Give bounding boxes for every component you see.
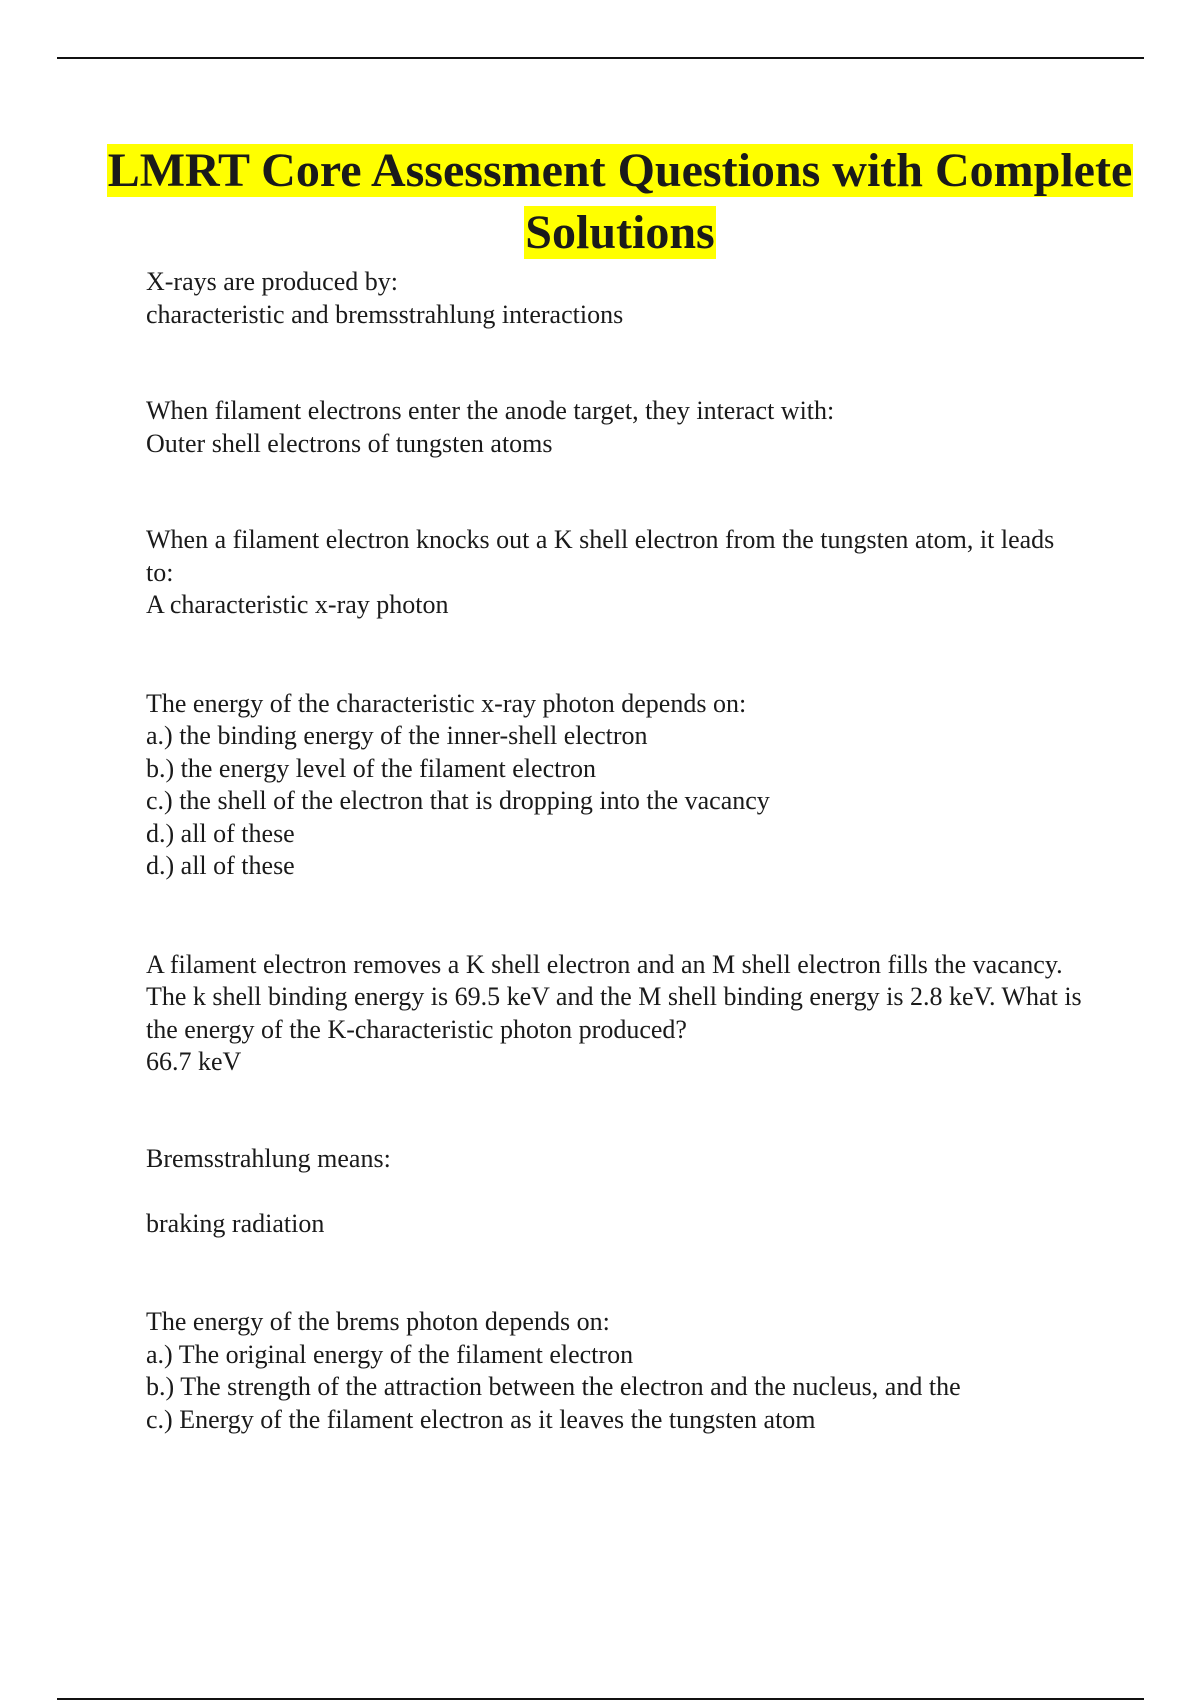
answer-text: A characteristic x-ray photon <box>146 590 449 619</box>
question-text: A filament electron removes a K shell electron and an M shell electron fills the vacancy. The k shell binding energy is 69.5 keV and the M shell binding energy is 2.8 keV. What is the energy of the K-characteristic photon produced? <box>146 949 1082 1044</box>
option-a: a.) the binding energy of the inner-shell electron <box>146 721 648 750</box>
blank-line <box>146 1175 1086 1208</box>
title-highlight: LMRT Core Assessment Questions with Complete Solutions <box>107 144 1133 259</box>
question-text: The energy of the characteristic x-ray photon depends on: <box>146 688 747 718</box>
qa-item-2 <box>146 395 1086 460</box>
qa-item-7 <box>146 1306 1086 1436</box>
question-text: Bremsstrahlung means: <box>146 1143 391 1173</box>
answer-text: braking radiation <box>146 1208 325 1238</box>
answer-text: 66.7 keV <box>146 1047 242 1076</box>
question-text: When filament electrons enter the anode target, they interact with: <box>146 396 835 425</box>
option-b: b.) the energy level of the filament electron <box>146 753 596 783</box>
qa-item-3 <box>146 524 1086 622</box>
answer-text: characteristic and bremsstrahlung interactions <box>146 299 624 329</box>
qa-item-6 <box>146 1143 1086 1241</box>
answer-text: d.) all of these <box>146 851 295 880</box>
option-b: b.) The strength of the attraction between the electron and the nucleus, and the <box>146 1372 961 1401</box>
option-a: a.) The original energy of the filament electron <box>146 1339 634 1369</box>
option-d: d.) all of these <box>146 818 295 848</box>
question-text: When a filament electron knocks out a K shell electron from the tungsten atom, it leads to: <box>146 525 1055 587</box>
option-c: c.) Energy of the filament electron as it leaves the tungsten atom <box>146 1404 816 1434</box>
qa-item-5 <box>146 949 1086 1079</box>
question-text: The energy of the brems photon depends on: <box>146 1307 610 1336</box>
answer-text: Outer shell electrons of tungsten atoms <box>146 428 553 458</box>
top-rule <box>57 57 1144 59</box>
qa-item-4 <box>146 688 1086 883</box>
document-body <box>146 266 1086 1436</box>
question-text: X-rays are produced by: <box>146 267 398 296</box>
option-c: c.) the shell of the electron that is dropping into the vacancy <box>146 786 770 815</box>
qa-item-1 <box>146 266 1086 331</box>
document-title <box>100 140 1140 264</box>
